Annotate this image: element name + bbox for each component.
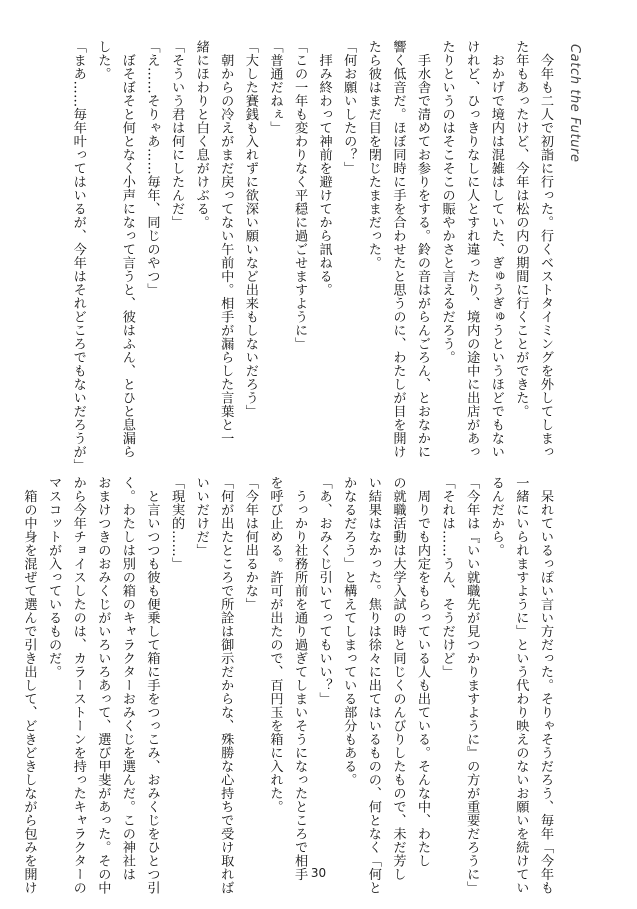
text-line: うっかり社務所前を通り過ぎてしまいそうになったところで相手 [292,476,308,881]
text-line: いいだけだ」 [193,476,209,557]
text-line: 呆れているっぽい言い方だった。そりゃそうだろう、毎年「今年も [538,476,553,895]
text-line: たら彼はまだ目を閉じたままだった。 [365,40,381,270]
page-number: 30 [310,866,327,880]
text-line: 「あ、おみくじ引いてってもいい？」 [316,476,332,706]
text-line: 朝からの冷えがまだ戻ってない午前中。相手が漏らした言葉と一 [218,40,234,445]
text-line: ぼそぼそと何となく小声になって言うと、彼はふん、とひと息漏ら [119,40,135,459]
running-title: Catch the Future [567,44,582,163]
text-line: から今年チョイスしたのは、カラーストーンを持ったキャラクターの [70,476,86,895]
text-line: 拝み終わって神前を避けてから訊ねる。 [316,40,332,297]
text-line: の就職活動は大学入試の時と同じくのんびりしたもので、未だ芳し [390,476,406,881]
text-line: を呼び止める。許可が出たので、百円玉を箱に入れた。 [267,476,283,814]
text-line: 手水舎で清めてお参りをする。鈴の音はがらんごろん、とおなかに [415,40,431,459]
text-line: い結果はなかった。焦りは徐々に出てはいるものの、何となく「何と [365,476,381,895]
text-line: 「まあ……毎年叶ってはいるが、今年はそれどころでもないだろうが」 [70,40,86,472]
upper-text-block [65,40,557,472]
text-line: 「今年は何出るかな」 [242,476,258,611]
text-line: と言いつつも彼も便乗して箱に手をつっこみ、おみくじをひとつ引 [144,476,160,895]
text-line: 「そういう君は何にしたんだ」 [169,40,185,229]
text-line: 響く低音だ。ほぼ同時に手を合わせたと思うのに、わたしが目を開け [390,40,406,459]
text-line: した。 [95,40,111,81]
text-line: 「え……そりゃあ……毎年、同じのやつ」 [144,40,160,297]
text-line: 今年も二人で初詣に行った。行くベストタイミングを外してしまっ [538,40,553,459]
text-line: 「それは……うん、そうだけど」 [439,476,455,679]
text-line: 箱の中身を混ぜて選んで引き出して、どきどきしながら包みを開け [21,476,37,895]
text-line: た年もあったけど、今年は松の内の期間に行くことができた。 [513,40,529,418]
text-line: 一緒にいられますように」という代わり映えのないお願いを続けてい [513,476,529,895]
text-line: 「現実的……」 [169,476,185,571]
text-line: マスコットが入っているものだ。 [46,476,62,679]
text-line: 「大した賽銭も入れずに欲深い願いなど出来もしないだろう」 [242,40,258,418]
text-line: おかげで境内は混雑はしていた、ぎゅうぎゅうというほどでもない [488,40,504,459]
text-line: 「普通だねぇ」 [267,40,283,135]
text-line: 「この一年も変わりなく平穏に過ごせますように」 [292,40,308,351]
text-line: かなるだろう」と構えてしまっている部分もある。 [341,476,357,787]
text-line: けれど、ひっきりなしに人とすれ違ったり、境内の途中に出店があっ [464,40,480,459]
text-line: おまけつきのおみくじがいろいろあって、選び甲斐があった。その中 [95,476,111,895]
text-line: く。わたしは別の箱のキャラクターおみくじを選んだ。この神社は [119,476,135,881]
text-line: 「何お願いしたの？」 [341,40,357,175]
text-line: 周りでも内定をもらっている人も出ている。そんな中、わたし [415,476,431,868]
text-line: たりというのはそこそこの賑やかさと言えるだろう。 [439,40,455,364]
text-line: るんだから。 [488,476,504,557]
text-line: 緒にほわりと白く息がけぶる。 [193,40,209,229]
text-line: 「今年は『いい就職先が見つかりますように』の方が重要だろうに」 [464,476,480,895]
text-line: 「何が出たところで所詮は御示だからな、殊勝な心持ちで受け取れば [218,476,234,895]
